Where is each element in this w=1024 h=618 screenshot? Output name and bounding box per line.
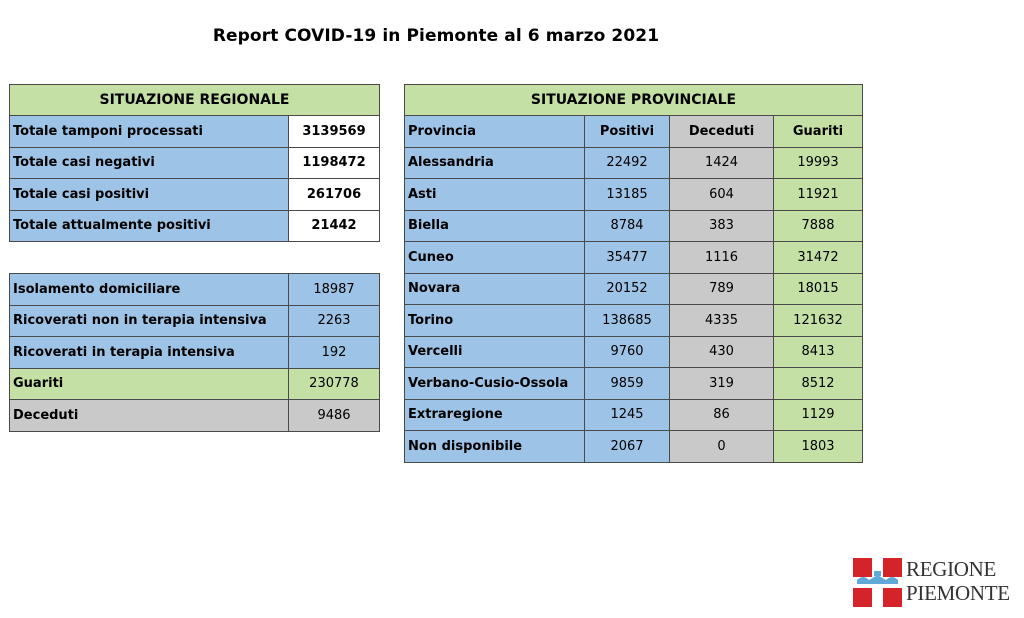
table-row (405, 399, 863, 431)
row-label: Ricoverati in terapia intensiva (10, 337, 289, 369)
table-row (10, 179, 380, 211)
cell-guariti: 8413 (774, 336, 863, 368)
logo-text (906, 557, 1010, 605)
cell-provincia: Verbano-Cusio-Ossola (405, 368, 585, 400)
cell-guariti: 18015 (774, 273, 863, 305)
cell-provincia: Torino (405, 305, 585, 337)
cell-positivi: 20152 (585, 273, 670, 305)
report-title: Report COVID-19 in Piemonte al 6 marzo 2021 (212, 26, 660, 46)
cell-deceduti: 1116 (670, 242, 774, 274)
provincial-situation-table (404, 84, 863, 463)
regional-situation-table (9, 84, 380, 242)
row-label: Totale tamponi processati (10, 116, 289, 148)
table-row (405, 179, 863, 211)
column-header-guariti: Guariti (774, 116, 863, 148)
cell-provincia: Novara (405, 273, 585, 305)
table-row (10, 210, 380, 242)
cell-positivi: 9859 (585, 368, 670, 400)
table-row (405, 305, 863, 337)
cell-deceduti: 789 (670, 273, 774, 305)
table-row (405, 210, 863, 242)
row-label: Totale attualmente positivi (10, 210, 289, 242)
cell-guariti: 121632 (774, 305, 863, 337)
cell-provincia: Biella (405, 210, 585, 242)
cell-positivi: 35477 (585, 242, 670, 274)
cell-guariti: 1129 (774, 399, 863, 431)
row-label: Ricoverati non in terapia intensiva (10, 305, 289, 337)
column-header-deceduti: Deceduti (670, 116, 774, 148)
cell-deceduti: 86 (670, 399, 774, 431)
table-row (405, 242, 863, 274)
cell-deceduti: 383 (670, 210, 774, 242)
cell-deceduti: 4335 (670, 305, 774, 337)
table-row (10, 337, 380, 369)
table-row (10, 147, 380, 179)
cell-deceduti: 0 (670, 431, 774, 463)
table-row (405, 273, 863, 305)
cell-provincia: Alessandria (405, 147, 585, 179)
row-value: 2263 (289, 305, 380, 337)
cell-guariti: 11921 (774, 179, 863, 211)
cell-provincia: Extraregione (405, 399, 585, 431)
row-value: 192 (289, 337, 380, 369)
cell-positivi: 1245 (585, 399, 670, 431)
row-label: Guariti (10, 368, 289, 400)
provincial-header: SITUAZIONE PROVINCIALE (405, 85, 863, 116)
column-header-row (405, 116, 863, 148)
table-row (405, 368, 863, 400)
table-row (10, 305, 380, 337)
row-label: Totale casi negativi (10, 147, 289, 179)
cell-provincia: Non disponibile (405, 431, 585, 463)
cell-positivi: 138685 (585, 305, 670, 337)
table-row (10, 368, 380, 400)
cell-deceduti: 1424 (670, 147, 774, 179)
table-row (10, 116, 380, 148)
logo-line-1: REGIONE (906, 557, 997, 581)
row-value: 1198472 (289, 147, 380, 179)
cell-positivi: 2067 (585, 431, 670, 463)
cell-deceduti: 604 (670, 179, 774, 211)
row-value: 21442 (289, 210, 380, 242)
cell-deceduti: 319 (670, 368, 774, 400)
regione-piemonte-logo (853, 557, 1013, 609)
table-row (405, 336, 863, 368)
row-label: Totale casi positivi (10, 179, 289, 211)
column-header-provincia: Provincia (405, 116, 585, 148)
cell-positivi: 22492 (585, 147, 670, 179)
cell-provincia: Vercelli (405, 336, 585, 368)
row-value: 18987 (289, 274, 380, 306)
row-value: 261706 (289, 179, 380, 211)
cell-provincia: Cuneo (405, 242, 585, 274)
table-row (405, 431, 863, 463)
logo-line-2: PIEMONTE (906, 581, 1010, 605)
cell-positivi: 13185 (585, 179, 670, 211)
cell-guariti: 31472 (774, 242, 863, 274)
cell-guariti: 8512 (774, 368, 863, 400)
row-value: 9486 (289, 400, 380, 432)
detail-situation-table (9, 273, 380, 432)
cell-positivi: 8784 (585, 210, 670, 242)
row-value: 230778 (289, 368, 380, 400)
cell-positivi: 9760 (585, 336, 670, 368)
row-label: Deceduti (10, 400, 289, 432)
row-value: 3139569 (289, 116, 380, 148)
cell-guariti: 7888 (774, 210, 863, 242)
row-label: Isolamento domiciliare (10, 274, 289, 306)
table-row (405, 147, 863, 179)
cell-guariti: 19993 (774, 147, 863, 179)
cell-provincia: Asti (405, 179, 585, 211)
cell-guariti: 1803 (774, 431, 863, 463)
piemonte-crest-icon (853, 558, 902, 607)
regional-header: SITUAZIONE REGIONALE (10, 85, 380, 116)
table-row (10, 400, 380, 432)
column-header-positivi: Positivi (585, 116, 670, 148)
table-row (10, 274, 380, 306)
cell-deceduti: 430 (670, 336, 774, 368)
